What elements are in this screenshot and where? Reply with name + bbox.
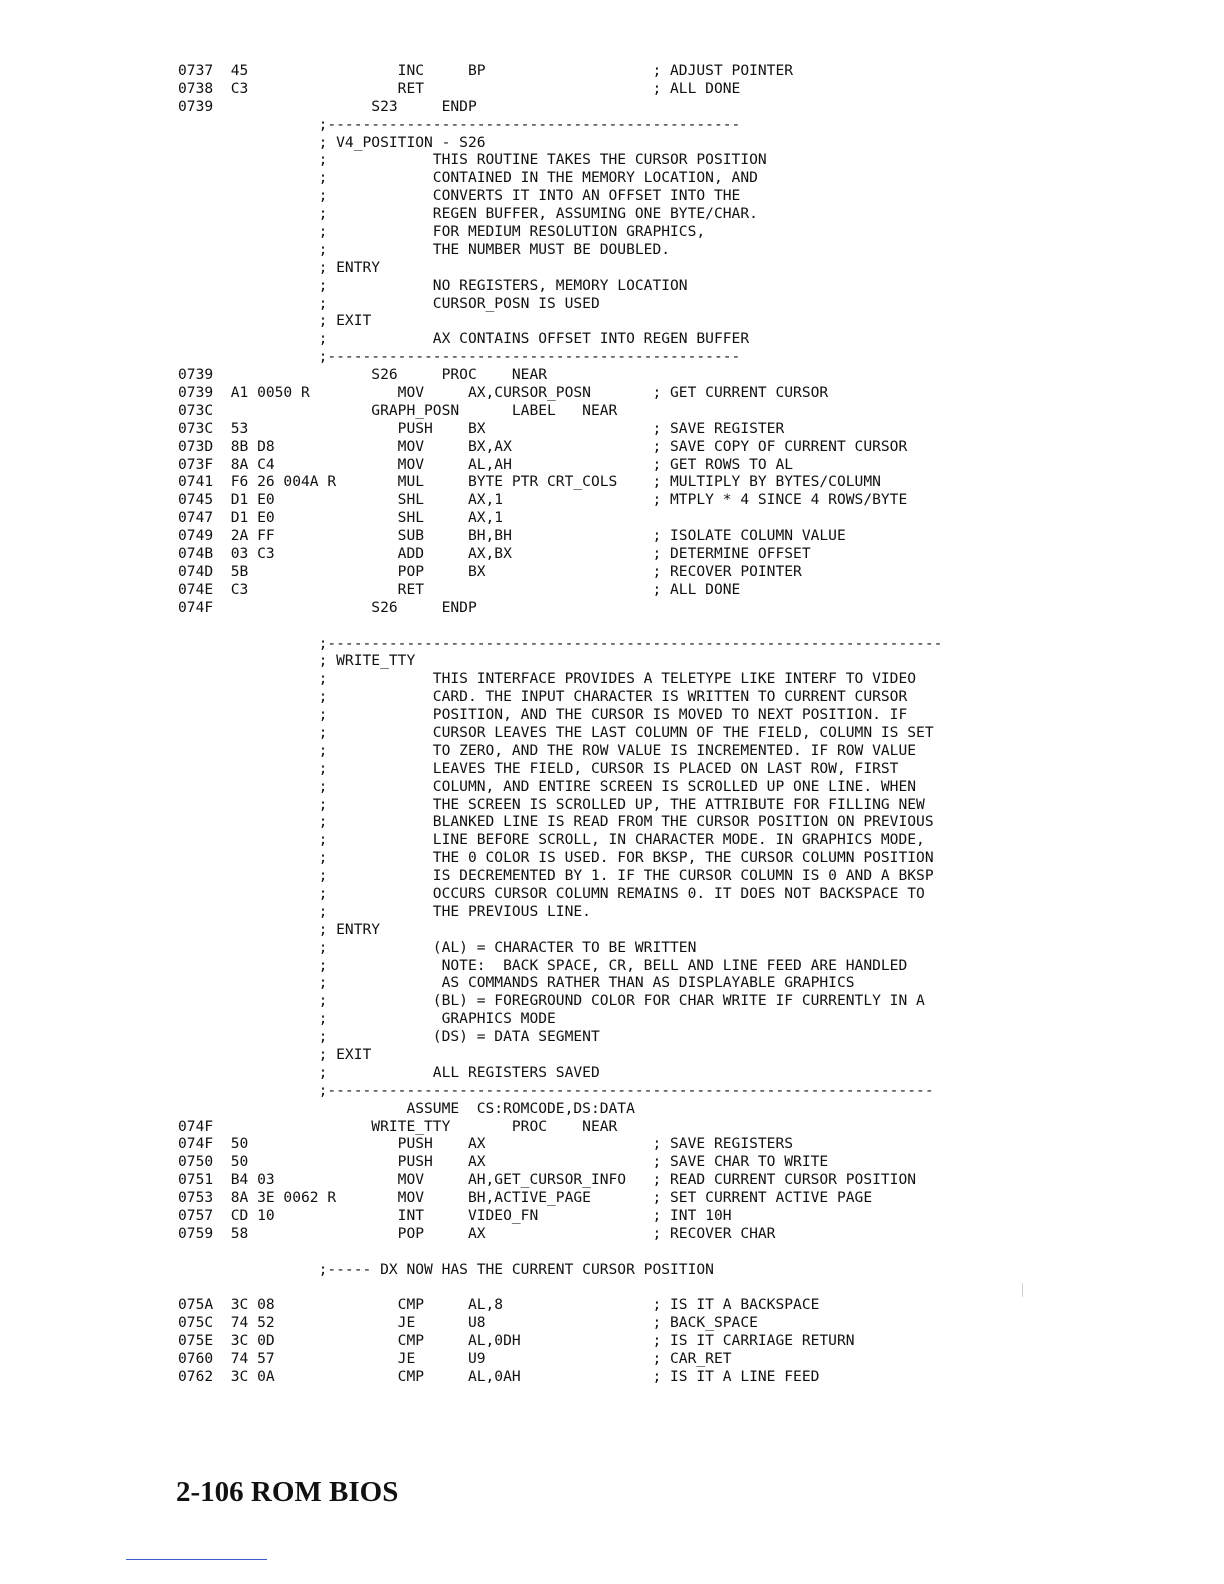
code-line: ;--------------------------------------------------------------------- <box>178 1081 934 1099</box>
code-line: ; THE 0 COLOR IS USED. FOR BKSP, THE CURSOR COLUMN POSITION <box>178 849 934 867</box>
code-line: 0762 3C 0A CMP AL,0AH ; IS IT A LINE FEED <box>178 1368 820 1386</box>
assembly-listing <box>178 62 942 1386</box>
code-line: 073F 8A C4 MOV AL,AH ; GET ROWS TO AL <box>178 455 794 473</box>
code-line <box>178 617 942 635</box>
code-line: 073C 53 PUSH BX ; SAVE REGISTER <box>178 419 785 437</box>
code-line: ; WRITE_TTY <box>178 652 416 670</box>
code-line <box>178 1279 942 1297</box>
code-line: 074B 03 C3 ADD AX,BX ; DETERMINE OFFSET <box>178 545 811 563</box>
code-line: ;----------------------------------------------- <box>178 115 741 133</box>
code-line: 0739 S23 ENDP <box>178 97 477 115</box>
code-line: 074F WRITE_TTY PROC NEAR <box>178 1117 618 1135</box>
code-line: ; THE PREVIOUS LINE. <box>178 902 591 920</box>
code-line: ; NOTE: BACK SPACE, CR, BELL AND LINE FEED ARE HANDLED <box>178 956 908 974</box>
code-line: ; THE SCREEN IS SCROLLED UP, THE ATTRIBUTE FOR FILLING NEW <box>178 795 925 813</box>
code-line: 0739 S26 PROC NEAR <box>178 366 548 384</box>
code-line: 0745 D1 E0 SHL AX,1 ; MTPLY * 4 SINCE 4 ROWS/BYTE <box>178 491 908 509</box>
code-line: ; (AL) = CHARACTER TO BE WRITTEN <box>178 938 697 956</box>
code-line: ; LEAVES THE FIELD, CURSOR IS PLACED ON LAST ROW, FIRST <box>178 759 899 777</box>
code-line: 0753 8A 3E 0062 R MOV BH,ACTIVE_PAGE ; SET CURRENT ACTIVE PAGE <box>178 1189 873 1207</box>
code-line: ; NO REGISTERS, MEMORY LOCATION <box>178 276 688 294</box>
code-line: 0760 74 57 JE U9 ; CAR_RET <box>178 1350 732 1368</box>
code-line: ; LINE BEFORE SCROLL, IN CHARACTER MODE. IN GRAPHICS MODE, <box>178 831 925 849</box>
margin-mark <box>1022 1283 1025 1297</box>
code-line: ; (BL) = FOREGROUND COLOR FOR CHAR WRITE IF CURRENTLY IN A <box>178 992 925 1010</box>
code-line: ; (DS) = DATA SEGMENT <box>178 1028 600 1046</box>
code-line: 0749 2A FF SUB BH,BH ; ISOLATE COLUMN VALUE <box>178 527 846 545</box>
code-line: ; CARD. THE INPUT CHARACTER IS WRITTEN TO CURRENT CURSOR <box>178 688 908 706</box>
code-line: ; THIS ROUTINE TAKES THE CURSOR POSITION <box>178 151 767 169</box>
code-line: ;---------------------------------------------------------------------- <box>178 634 943 652</box>
bottom-rule <box>126 1559 267 1560</box>
code-line: ;----- DX NOW HAS THE CURRENT CURSOR POSITION <box>178 1260 714 1278</box>
code-line: 075E 3C 0D CMP AL,0DH ; IS IT CARRIAGE RETURN <box>178 1332 855 1350</box>
code-line: ; GRAPHICS MODE <box>178 1010 556 1028</box>
code-line: ; CURSOR_POSN IS USED <box>178 294 600 312</box>
code-line: 0759 58 POP AX ; RECOVER CHAR <box>178 1224 776 1242</box>
code-line: ;----------------------------------------------- <box>178 348 741 366</box>
code-line: ; EXIT <box>178 312 372 330</box>
code-line: ASSUME CS:ROMCODE,DS:DATA <box>178 1099 635 1117</box>
code-line: ; COLUMN, AND ENTIRE SCREEN IS SCROLLED UP ONE LINE. WHEN <box>178 777 917 795</box>
code-line: 073D 8B D8 MOV BX,AX ; SAVE COPY OF CURRENT CURSOR <box>178 437 908 455</box>
code-line: 073C GRAPH_POSN LABEL NEAR <box>178 401 618 419</box>
code-line: 0751 B4 03 MOV AH,GET_CURSOR_INFO ; READ CURRENT CURSOR POSITION <box>178 1171 917 1189</box>
code-line: 0757 CD 10 INT VIDEO_FN ; INT 10H <box>178 1207 732 1224</box>
code-line: 074F 50 PUSH AX ; SAVE REGISTERS <box>178 1135 794 1153</box>
code-line: ; BLANKED LINE IS READ FROM THE CURSOR POSITION ON PREVIOUS <box>178 813 934 831</box>
code-line: 0737 45 INC BP ; ADJUST POINTER <box>178 62 794 79</box>
code-line: 075A 3C 08 CMP AL,8 ; IS IT A BACKSPACE <box>178 1296 820 1314</box>
code-line: ; IS DECREMENTED BY 1. IF THE CURSOR COLUMN IS 0 AND A BKSP <box>178 867 934 885</box>
code-line: ; THE NUMBER MUST BE DOUBLED. <box>178 240 671 258</box>
code-line: ; CURSOR LEAVES THE LAST COLUMN OF THE FIELD, COLUMN IS SET <box>178 723 934 741</box>
code-line: ; AS COMMANDS RATHER THAN AS DISPLAYABLE GRAPHICS <box>178 974 855 992</box>
code-line: ; ENTRY <box>178 920 381 938</box>
code-line: ; TO ZERO, AND THE ROW VALUE IS INCREMENTED. IF ROW VALUE <box>178 741 917 759</box>
code-line: ; FOR MEDIUM RESOLUTION GRAPHICS, <box>178 223 706 241</box>
page-footer: 2-106 ROM BIOS <box>176 1476 399 1508</box>
code-line: ; OCCURS CURSOR COLUMN REMAINS 0. IT DOES NOT BACKSPACE TO <box>178 884 925 902</box>
code-line: ; AX CONTAINS OFFSET INTO REGEN BUFFER <box>178 330 750 348</box>
code-line: 0739 A1 0050 R MOV AX,CURSOR_POSN ; GET CURRENT CURSOR <box>178 384 829 402</box>
code-line: 074F S26 ENDP <box>178 598 477 616</box>
code-line: 074E C3 RET ; ALL DONE <box>178 580 741 598</box>
code-line: ; POSITION, AND THE CURSOR IS MOVED TO NEXT POSITION. IF <box>178 706 908 724</box>
code-line: ; ALL REGISTERS SAVED <box>178 1063 600 1081</box>
code-line: ; CONTAINED IN THE MEMORY LOCATION, AND <box>178 169 758 187</box>
code-line: ; REGEN BUFFER, ASSUMING ONE BYTE/CHAR. <box>178 205 758 223</box>
code-line: 075C 74 52 JE U8 ; BACK_SPACE <box>178 1314 758 1332</box>
code-line: ; THIS INTERFACE PROVIDES A TELETYPE LIKE INTERF TO VIDEO <box>178 670 917 688</box>
code-line: ; V4_POSITION - S26 <box>178 133 486 151</box>
code-line <box>178 1243 942 1261</box>
code-line: ; CONVERTS IT INTO AN OFFSET INTO THE <box>178 187 741 205</box>
code-line: 0741 F6 26 004A R MUL BYTE PTR CRT_COLS ; MULTIPLY BY BYTES/COLUMN <box>178 473 881 491</box>
code-line: ; ENTRY <box>178 258 381 276</box>
code-line: 074D 5B POP BX ; RECOVER POINTER <box>178 562 802 580</box>
code-line: 0738 C3 RET ; ALL DONE <box>178 79 741 97</box>
code-line: 0750 50 PUSH AX ; SAVE CHAR TO WRITE <box>178 1153 829 1171</box>
code-line: ; EXIT <box>178 1045 372 1063</box>
code-line: 0747 D1 E0 SHL AX,1 <box>178 509 504 527</box>
